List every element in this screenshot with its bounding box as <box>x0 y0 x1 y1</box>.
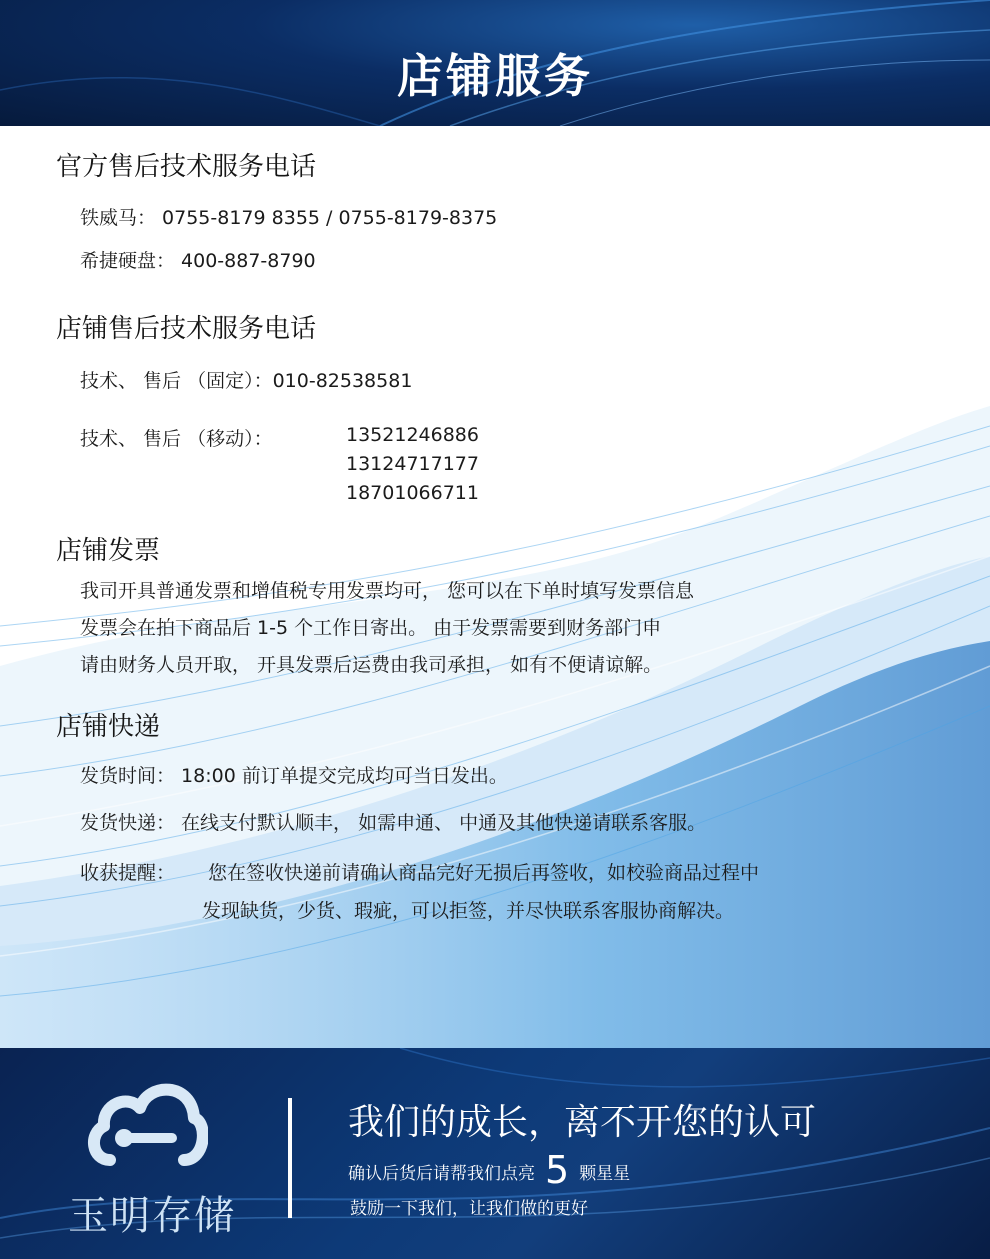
express-ship-time: 发货时间： 18:00 前订单提交完成均可当日发出。 <box>80 765 508 787</box>
invoice-title: 店铺发票 <box>56 536 161 566</box>
rate-request <box>348 1148 630 1192</box>
rate-prefix: 确认后货后请帮我们点亮 <box>348 1164 535 1184</box>
express-reminder-line: 发现缺货，少货、瑕疵，可以拒签，并尽快联系客服协商解决。 <box>202 900 735 922</box>
store-support-title: 店铺售后技术服务电话 <box>56 314 317 344</box>
footer-encourage: 鼓励一下我们，让我们做的更好 <box>350 1199 588 1219</box>
official-line-seagate: 希捷硬盘： 400-887-8790 <box>80 250 316 272</box>
express-reminder-line: 您在签收快递前请确认商品完好无损后再签收，如校验商品过程中 <box>208 862 760 884</box>
rate-number: 5 <box>545 1148 570 1192</box>
store-support-mobile-label: 技术、 售后 （移动）： <box>80 428 273 450</box>
page-title: 店铺服务 <box>397 49 593 103</box>
footer-banner <box>0 1048 990 1259</box>
mobile-number: 13124717177 <box>346 453 479 475</box>
header-banner <box>0 0 990 126</box>
express-ship-courier: 发货快递： 在线支付默认顺丰， 如需申通、 中通及其他快递请联系客服。 <box>80 812 707 834</box>
invoice-line: 发票会在拍下商品后 1-5 个工作日寄出。 由于发票需要到财务部门申 <box>80 617 662 639</box>
rate-suffix: 颗星星 <box>579 1164 631 1184</box>
brand-name: 玉明存储 <box>68 1193 236 1239</box>
mobile-number: 18701066711 <box>346 482 479 504</box>
footer-slogan: 我们的成长，离不开您的认可 <box>348 1102 817 1143</box>
cloud-logo-icon <box>84 1074 208 1174</box>
footer-divider <box>288 1098 292 1218</box>
express-title: 店铺快递 <box>56 712 161 742</box>
store-support-fixed: 技术、 售后 （固定）：010-82538581 <box>80 370 413 392</box>
official-line-terramaster: 铁威马： 0755-8179 8355 / 0755-8179-8375 <box>80 207 498 229</box>
official-support-title: 官方售后技术服务电话 <box>56 152 317 182</box>
invoice-line: 请由财务人员开取， 开具发票后运费由我司承担， 如有不便请谅解。 <box>80 654 663 676</box>
invoice-line: 我司开具普通发票和增值税专用发票均可， 您可以在下单时填写发票信息 <box>80 580 695 602</box>
express-reminder-label: 收获提醒： <box>80 862 176 884</box>
mobile-number: 13521246886 <box>346 424 479 446</box>
